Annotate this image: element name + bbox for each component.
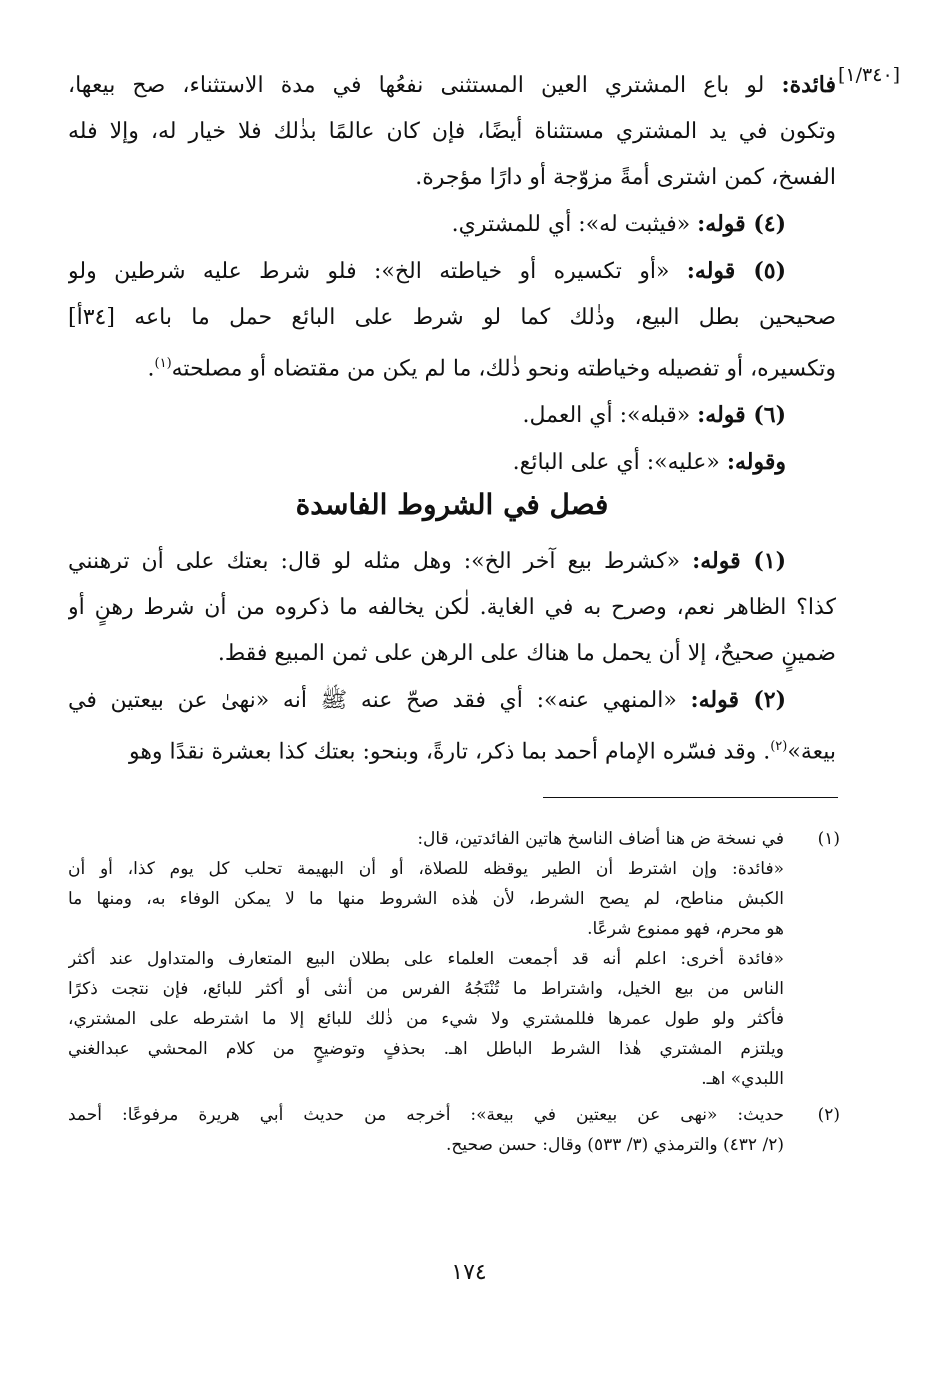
section-heading: فصل في الشروط الفاسدة [295, 488, 609, 521]
text-line: وتكسيره، أو تفصيله وخياطته ونحو ذٰلك، ما لم يكن من مقتضاه أو مصلحته$^{(١)}$. [147, 356, 836, 382]
footnote-line: «فائدة: وإن اشترط أن الطير يوقظه للصلاة، أو أن البهيمة تحلب كل يوم كذا، أو أن [68, 859, 784, 879]
text-line: كذا؟ الظاهر نعم، وصرح به في الغاية. لٰكن يخالفه ما ذكروه من أن شرط رهنٍ أو [68, 595, 836, 620]
volume-page-marker: [١/٣٤٠] [838, 64, 901, 86]
footnotes [68, 824, 840, 1160]
footnote-ref[interactable]: (٢) [770, 739, 788, 754]
text-segment: وتكسيره، أو تفصيله وخياطته ونحو ذٰلك، ما لم يكن من مقتضاه أو مصلحته [171, 356, 836, 382]
quote-lead: (٥) قوله: [686, 258, 786, 284]
footnote-line: الناس من بيع الخيل، واشتراط ما تُنْتَجُهُ الفرس من أنثى أو أكثر للبائع، فإن نتجت ذكرًا [68, 979, 784, 999]
text-line: (١) قوله: «كشرط بيع آخر الخ»: وهل مثله لو قال: بعتك على أن ترهنني [68, 548, 786, 574]
quote-lead: (٢) قوله: [690, 687, 786, 713]
quote-rest: «فيثبت له»: أي للمشتري. [451, 212, 698, 237]
text-line: (٥) قوله: «أو تكسيره أو خياطته الخ»: فلو شرط عليه شرطين ولو [68, 258, 786, 284]
quote-lead: وقوله: [726, 449, 786, 476]
main-text-top [68, 62, 836, 486]
footnote-line: «فائدة أخرى: اعلم أنه قد أجمعت العلماء على بطلان البيع المتعارف والمتداول عند أكثر [68, 949, 784, 969]
quote-lead: (٦) قوله: [697, 402, 786, 429]
footnote-line: حديث: «نهى عن بيعتين في بيعة»: أخرجه من حديث أبي هريرة مرفوعًا: أحمد [68, 1105, 784, 1125]
footnote-line: في نسخة ض هنا أضاف الناسخ هاتين الفائدتين، قال: [417, 829, 784, 849]
main-text-section [68, 538, 836, 775]
text-line: ضمينٍ صحيحٌ، إلا أن يحمل ما هناك على الرهن على ثمن المبيع فقط. [217, 641, 836, 666]
text-line: صحيحين بطل البيع، وذٰلك كما لو شرط على البائع حمل ما باعه [٣٤أ] [68, 305, 836, 330]
footnote-number: (١) [817, 829, 840, 849]
quote-rest: «عليه»: أي على البائع. [512, 450, 727, 476]
footnote-2 [68, 1100, 840, 1160]
footnote-line: اللبدي» اهـ. [701, 1069, 784, 1089]
quote-lead: (٤) قوله: [697, 211, 786, 237]
footnote-1 [68, 824, 840, 1094]
footnote-separator [543, 797, 838, 798]
quote-lead: فائدة: [781, 72, 836, 98]
quote-lead: (١) قوله: [692, 548, 786, 574]
footnote-line: الكبش مناطح، لم يصح الشرط، لأن هٰذه الشروط منها ما لا يمكن الوفاء به، ومنها ما [68, 889, 784, 909]
footnote-ref[interactable]: (١) [154, 356, 172, 371]
text-line: فائدة: لو باع المشتري العين المستثنى نفعُها في مدة الاستثناء، صح بيعها، [68, 72, 836, 98]
footnote-line: ويلتزم المشتري هٰذا الشرط الباطل اهـ. بحذفٍ وتوضيحٍ من كلام المحشي عبدالغني [68, 1039, 784, 1059]
text-line [68, 439, 836, 486]
text-line [68, 201, 836, 248]
text-line: بيعة»$^{(٢)}$. وقد فسّره الإمام أحمد بما ذكر، تارةً، وبنحو: بعتك كذا بعشرة نقدًا وهو [128, 739, 836, 765]
quote-rest: «قبله»: أي العمل. [522, 403, 698, 429]
text-line: (٢) قوله: «المنهي عنه»: أي فقد صحّ عنه ﷺ أنه «نهىٰ عن بيعتين في [68, 687, 786, 713]
text-segment: وقد فسّره الإمام أحمد بما ذكر، تارةً، وبنحو: بعتك كذا بعشرة نقدًا وهو [128, 739, 757, 765]
footnote-line: فأكثر ولو طول عمرها فللمشتري ولا شيء من ذٰلك للبائع إلا ما اشترطه على المشتري، [68, 1009, 784, 1029]
footnote-number: (٢) [817, 1105, 840, 1125]
page-number: ١٧٤ [451, 1260, 487, 1285]
footnote-line: هو محرم، فهو ممنوع شرعًا. [587, 919, 784, 939]
text-segment: بيعة» [787, 739, 836, 765]
text-line: وتكون في يد المشتري مستثناة أيضًا، فإن كان عالمًا بذٰلك فلا خيار له، وإلا فله [68, 119, 836, 144]
text-line [68, 392, 836, 439]
text-line: الفسخ، كمن اشترى أمةً مزوّجة أو دارًا مؤجرة. [415, 165, 836, 190]
footnote-line: (٢/ ٤٣٢) والترمذي (٣/ ٥٣٣) وقال: حسن صحيح. [445, 1135, 784, 1155]
